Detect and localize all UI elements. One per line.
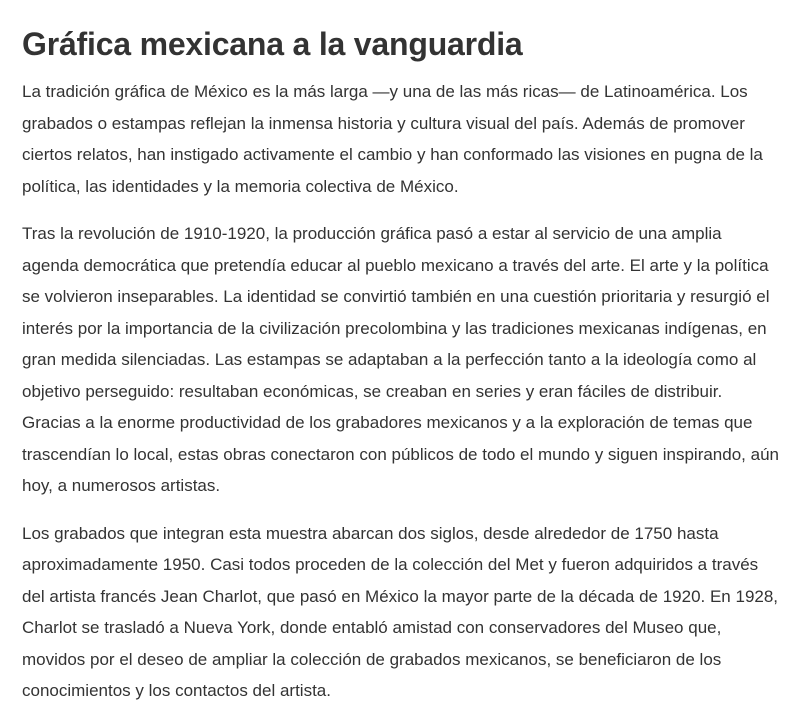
article-paragraph-1: La tradición gráfica de México es la más larga —y una de las más ricas— de Latinoamérica. Los grabados o estampas reflejan la inmensa historia y cultura visual del país. Además de promover ciertos relatos, han instigado activamente el cambio y han conformado las visiones en pugna de la política, las identidades y la memoria colectiva de México.: [22, 82, 763, 196]
article-paragraph-2: Tras la revolución de 1910-1920, la producción gráfica pasó a estar al servicio de una amplia agenda democrática que pretendía educar al pueblo mexicano a través del arte. El arte y la política se volvieron inseparables. La identidad se convirtió también en una cuestión prioritaria y resurgió el interés por la importancia de la civilización precolombina y las tradiciones mexicanas indígenas, en gran medida silenciadas. Las estampas se adaptaban a la perfección tanto a la ideología como al objetivo perseguido: resultaban económicas, se creaban en series y eran fáciles de distribuir. Gracias a la enorme productividad de los grabadores mexicanos y a la exploración de temas que trascendían lo local, estas obras conectaron con públicos de todo el mundo y siguen inspirando, aún hoy, a numerosos artistas.: [22, 224, 779, 495]
article-paragraph-3: Los grabados que integran esta muestra abarcan dos siglos, desde alrededor de 1750 hasta aproximadamente 1950. Casi todos proceden de la colección del Met y fueron adquiridos a través del artista francés Jean Charlot, que pasó en México la mayor parte de la década de 1920. En 1928, Charlot se trasladó a Nueva York, donde entabló amistad con conservadores del Museo que, movidos por el deseo de ampliar la colección de grabados mexicanos, se beneficiaron de los conocimientos y los contactos del artista.: [22, 523, 779, 700]
article-title: Gráfica mexicana a la vanguardia: [22, 26, 523, 62]
